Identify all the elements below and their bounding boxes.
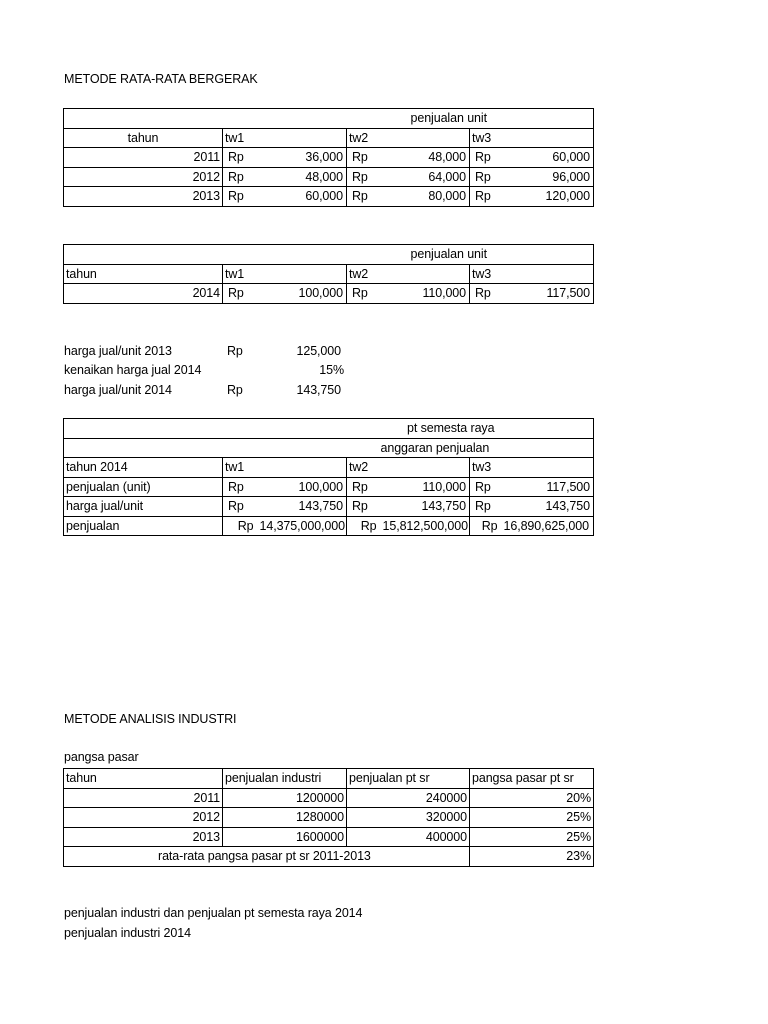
- sales-budget-table: [63, 418, 594, 536]
- table-row: 2014 Rp 100,000 Rp 110,000 Rp 117,500: [64, 284, 594, 304]
- header-tahun-2014: tahun 2014: [64, 458, 223, 478]
- price-line-label: harga jual/unit 2014: [64, 383, 172, 397]
- average-label: rata-rata pangsa pasar pt sr 2011-2013: [158, 849, 371, 863]
- header-penjualan-pt-sr: penjualan pt sr: [347, 769, 470, 789]
- moving-average-table-2011-2013: [63, 108, 594, 207]
- price-line-label: harga jual/unit 2013: [64, 344, 172, 358]
- average-row: [64, 847, 594, 867]
- average-value: 23%: [470, 847, 594, 867]
- header-tw2: tw2: [347, 264, 470, 284]
- group-title: penjualan unit: [410, 111, 487, 125]
- market-share-table: [63, 768, 594, 867]
- header-tahun: tahun: [64, 264, 223, 284]
- table-row: 2011 1200000 240000 20%: [64, 788, 594, 808]
- table-row: 2013 Rp 60,000 Rp 80,000 Rp 120,000: [64, 187, 594, 207]
- section2-heading: METODE ANALISIS INDUSTRI: [64, 712, 237, 726]
- header-tahun: tahun: [64, 128, 223, 148]
- header-tw3: tw3: [470, 458, 594, 478]
- header-tw1: tw1: [223, 128, 347, 148]
- table-row: 2012 1280000 320000 25%: [64, 808, 594, 828]
- price-line-currency: Rp: [227, 344, 243, 358]
- footer-line: penjualan industri 2014: [64, 926, 191, 940]
- header-tw2: tw2: [347, 128, 470, 148]
- price-line-value: 143,750: [296, 383, 341, 397]
- price-line-value: 125,000: [296, 344, 341, 358]
- budget-subtitle: anggaran penjualan: [380, 440, 490, 455]
- price-line-currency: Rp: [227, 383, 243, 397]
- table-row: 2013 1600000 400000 25%: [64, 827, 594, 847]
- group-title: penjualan unit: [410, 247, 487, 261]
- section1-heading: METODE RATA-RATA BERGERAK: [64, 72, 258, 86]
- price-line-value: 15%: [319, 363, 344, 377]
- table-row: harga jual/unit Rp 143,750 Rp 143,750 Rp 143,750: [64, 497, 594, 517]
- moving-average-table-2014: [63, 244, 594, 304]
- header-tw2: tw2: [347, 458, 470, 478]
- market-share-subheading: pangsa pasar: [64, 750, 139, 764]
- header-tw1: tw1: [223, 264, 347, 284]
- footer-line: penjualan industri dan penjualan pt semesta raya 2014: [64, 906, 363, 920]
- table-row: penjualan (unit) Rp 100,000 Rp 110,000 Rp 117,500: [64, 477, 594, 497]
- header-tw3: tw3: [470, 128, 594, 148]
- header-tw1: tw1: [223, 458, 347, 478]
- header-pangsa-pasar: pangsa pasar pt sr: [470, 769, 594, 789]
- header-tahun: tahun: [64, 769, 223, 789]
- header-penjualan-industri: penjualan industri: [223, 769, 347, 789]
- header-tw3: tw3: [470, 264, 594, 284]
- table-row: 2011 Rp 36,000 Rp 48,000 Rp 60,000: [64, 148, 594, 168]
- table-row: 2012 Rp 48,000 Rp 64,000 Rp 96,000: [64, 167, 594, 187]
- price-line-label: kenaikan harga jual 2014: [64, 363, 202, 377]
- company-name: pt semesta raya: [407, 421, 495, 435]
- table-row: penjualan Rp 14,375,000,000 Rp 15,812,500,000 Rp 16,890,625,000: [64, 516, 594, 536]
